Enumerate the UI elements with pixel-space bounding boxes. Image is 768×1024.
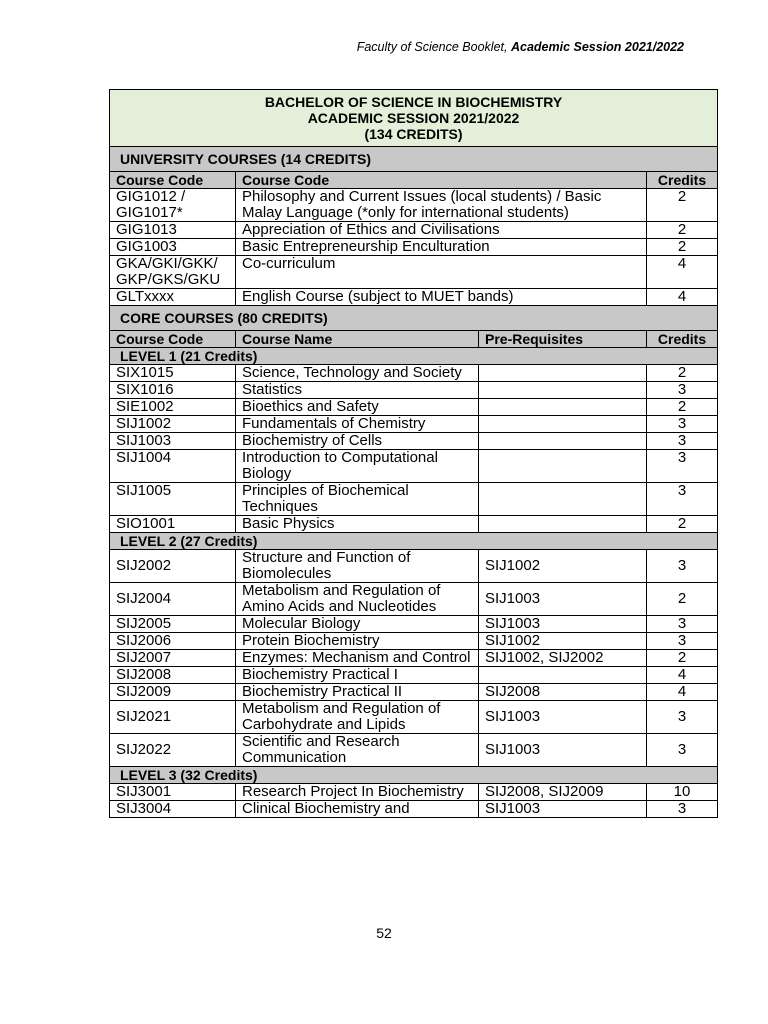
course-credits: 3 [647, 734, 718, 767]
course-code: SIJ2002 [110, 550, 236, 583]
course-name: English Course (subject to MUET bands) [236, 289, 647, 306]
course-code: SIJ2007 [110, 650, 236, 667]
table-row [110, 784, 718, 801]
course-prereq: SIJ1002, SIJ2002 [479, 650, 647, 667]
course-credits: 4 [647, 684, 718, 701]
course-prereq [479, 382, 647, 399]
course-code: SIE1002 [110, 399, 236, 416]
header-session: Academic Session 2021/2022 [510, 40, 684, 54]
level-1-heading: LEVEL 1 (21 Credits) [110, 348, 718, 365]
course-code: SIJ2022 [110, 734, 236, 767]
course-code: SIJ2006 [110, 633, 236, 650]
course-prereq [479, 450, 647, 483]
course-code: SIJ1004 [110, 450, 236, 483]
table-row [110, 633, 718, 650]
course-prereq: SIJ1002 [479, 633, 647, 650]
course-code: SIJ1003 [110, 433, 236, 450]
course-prereq: SIJ1003 [479, 701, 647, 734]
course-code: SIJ2005 [110, 616, 236, 633]
course-credits: 3 [647, 701, 718, 734]
course-credits: 3 [647, 382, 718, 399]
course-code: SIJ1002 [110, 416, 236, 433]
table-row [110, 416, 718, 433]
course-structure-table [109, 89, 718, 818]
col-header-credits: Credits [647, 172, 718, 189]
course-credits: 3 [647, 450, 718, 483]
course-name: Fundamentals of Chemistry [236, 416, 479, 433]
course-credits: 2 [647, 365, 718, 382]
course-code: SIJ1005 [110, 483, 236, 516]
col-header-code: Course Code [110, 172, 236, 189]
course-credits: 2 [647, 222, 718, 239]
table-row [110, 256, 718, 289]
course-code: SIJ2008 [110, 667, 236, 684]
course-code: SIX1016 [110, 382, 236, 399]
course-code: GKA/GKI/GKK/ GKP/GKS/GKU [110, 256, 236, 289]
col-header-code: Course Code [110, 331, 236, 348]
course-code: GIG1003 [110, 239, 236, 256]
course-code: SIX1015 [110, 365, 236, 382]
course-name: Biochemistry Practical II [236, 684, 479, 701]
col-header-name: Course Code [236, 172, 647, 189]
table-row [110, 684, 718, 701]
table-row [110, 801, 718, 818]
course-name: Co-curriculum [236, 256, 647, 289]
course-name: Biochemistry Practical I [236, 667, 479, 684]
course-prereq [479, 365, 647, 382]
course-name: Scientific and Research Communication [236, 734, 479, 767]
course-credits: 3 [647, 550, 718, 583]
course-credits: 2 [647, 399, 718, 416]
course-prereq [479, 433, 647, 450]
course-name: Science, Technology and Society [236, 365, 479, 382]
course-name: Protein Biochemistry [236, 633, 479, 650]
course-code: SIJ3004 [110, 801, 236, 818]
course-credits: 2 [647, 516, 718, 533]
course-name: Clinical Biochemistry and [236, 801, 479, 818]
header-prefix: Faculty of Science Booklet, [356, 40, 508, 54]
col-header-prereq: Pre-Requisites [479, 331, 647, 348]
course-name: Philosophy and Current Issues (local students) / Basic Malay Language (*only for international students) [236, 189, 647, 222]
course-credits: 3 [647, 433, 718, 450]
col-header-credits: Credits [647, 331, 718, 348]
col-header-name: Course Name [236, 331, 479, 348]
course-credits: 2 [647, 239, 718, 256]
running-header [357, 40, 684, 54]
title-line-1: BACHELOR OF SCIENCE IN BIOCHEMISTRY [264, 94, 563, 110]
table-row [110, 701, 718, 734]
course-name: Enzymes: Mechanism and Control [236, 650, 479, 667]
course-credits: 4 [647, 289, 718, 306]
course-credits: 4 [647, 667, 718, 684]
table-row [110, 399, 718, 416]
course-name: Biochemistry of Cells [236, 433, 479, 450]
course-code: SIJ2021 [110, 701, 236, 734]
course-code: SIO1001 [110, 516, 236, 533]
table-row [110, 365, 718, 382]
course-prereq: SIJ2008, SIJ2009 [479, 784, 647, 801]
course-credits: 3 [647, 616, 718, 633]
course-credits: 2 [647, 583, 718, 616]
course-credits: 2 [647, 189, 718, 222]
course-prereq: SIJ1003 [479, 583, 647, 616]
programme-title [110, 90, 718, 147]
course-code: GLTxxxx [110, 289, 236, 306]
table-row [110, 483, 718, 516]
course-name: Principles of Biochemical Techniques [236, 483, 479, 516]
course-prereq: SIJ1003 [479, 801, 647, 818]
table-row [110, 382, 718, 399]
course-name: Molecular Biology [236, 616, 479, 633]
core-courses-heading: CORE COURSES (80 CREDITS) [110, 306, 718, 331]
table-row [110, 516, 718, 533]
course-code: SIJ2004 [110, 583, 236, 616]
course-name: Research Project In Biochemistry [236, 784, 479, 801]
course-prereq [479, 483, 647, 516]
level-2-heading: LEVEL 2 (27 Credits) [110, 533, 718, 550]
course-credits: 3 [647, 416, 718, 433]
course-code: SIJ3001 [110, 784, 236, 801]
course-prereq: SIJ1002 [479, 550, 647, 583]
table-row [110, 433, 718, 450]
course-name: Bioethics and Safety [236, 399, 479, 416]
course-name: Basic Physics [236, 516, 479, 533]
course-code: GIG1013 [110, 222, 236, 239]
page-number: 52 [376, 925, 392, 941]
level-3-heading: LEVEL 3 (32 Credits) [110, 767, 718, 784]
table-row [110, 667, 718, 684]
course-credits: 4 [647, 256, 718, 289]
table-row [110, 289, 718, 306]
course-credits: 3 [647, 483, 718, 516]
course-prereq [479, 667, 647, 684]
course-credits: 2 [647, 650, 718, 667]
course-prereq [479, 516, 647, 533]
university-courses-heading: UNIVERSITY COURSES (14 CREDITS) [110, 147, 718, 172]
table-row [110, 450, 718, 483]
table-row [110, 616, 718, 633]
course-credits: 3 [647, 633, 718, 650]
course-name: Appreciation of Ethics and Civilisations [236, 222, 647, 239]
course-code: SIJ2009 [110, 684, 236, 701]
course-name: Introduction to Computational Biology [236, 450, 479, 483]
course-code: GIG1012 / GIG1017* [110, 189, 236, 222]
course-credits: 3 [647, 801, 718, 818]
table-row [110, 222, 718, 239]
table-row [110, 239, 718, 256]
table-row [110, 189, 718, 222]
course-prereq [479, 416, 647, 433]
course-prereq: SIJ1003 [479, 734, 647, 767]
course-prereq [479, 399, 647, 416]
course-name: Metabolism and Regulation of Amino Acids and Nucleotides [236, 583, 479, 616]
course-prereq: SIJ2008 [479, 684, 647, 701]
course-name: Structure and Function of Biomolecules [236, 550, 479, 583]
table-row [110, 650, 718, 667]
table-row [110, 583, 718, 616]
table-row [110, 550, 718, 583]
table-row [110, 734, 718, 767]
course-name: Statistics [236, 382, 479, 399]
course-credits: 10 [647, 784, 718, 801]
course-prereq: SIJ1003 [479, 616, 647, 633]
course-name: Basic Entrepreneurship Enculturation [236, 239, 647, 256]
title-line-3: (134 CREDITS) [364, 126, 463, 142]
course-name: Metabolism and Regulation of Carbohydrate and Lipids [236, 701, 479, 734]
title-line-2: ACADEMIC SESSION 2021/2022 [307, 110, 520, 126]
